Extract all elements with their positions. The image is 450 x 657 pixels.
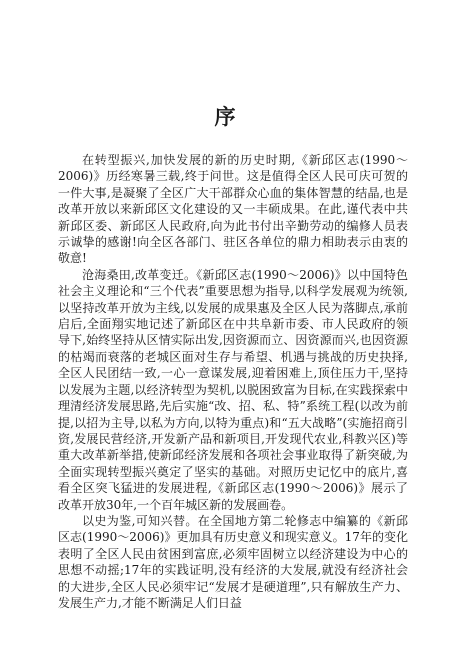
paragraph-1: 在转型振兴,加快发展的新的历史时期,《新邱区志(1990～2006)》历经寒暑三载,终于问世。这是值得全区人民可庆可贺的一件大事,是凝聚了全区广大干部群众心血的集体智慧的结晶,也是改革开放以来新邱区文化建设的又一丰硕成果。在此,谨代表中共新邱区委、新邱区人民政府,向为此书付出辛勤劳动的编修人员表示诚挚的感谢!向全区各部门、驻区各单位的鼎力相助表示由衷的敬意!	[58, 153, 408, 266]
paragraph-2: 沧海桑田,改革变迁。《新邱区志(1990～2006)》以中国特色社会主义理论和“三个代表”重要思想为指导,以科学发展观为统领,以坚持改革开放为主线,以发展的成果惠及全区人民为落脚点,承前启后,全面翔实地记述了新邱区在中共阜新市委、市人民政府的领导下,始终坚持从区情实际出发,因资源而立、因资源而兴,也因资源的枯竭而衰落的老城区面对生存与希望、机遇与挑战的历史抉择,全区人民团结一致,一心一意谋发展,迎着困难上,顶住压力干,坚持以发展为主题,以经济转型为契机,以脱困致富为目标,在实践探索中理清经济发展思路,先后实施“改、招、私、特”系统工程(以改为前提,以招为主导,以私为方向,以特为重点)和“五大战略”(实施招商引资,发展民营经济,开发新产品和新项目,开发现代农业,科教兴区)等重大改革新举措,使新邱经济发展和各项社会事业取得了新突破,为全面实现转型振兴奠定了坚实的基础。对照历史记忆中的底片,喜看全区突飞猛进的发展进程,《新邱区志(1990～2006)》展示了改革开放30年,一个百年城区新的发展画卷。	[58, 267, 408, 512]
page-title: 序	[214, 104, 236, 129]
body-text	[58, 152, 408, 611]
paragraph-3: 以史为鉴,可知兴替。在全国地方第二轮修志中编纂的《新邱区志(1990～2006)》更加具有历史意义和现实意义。17年的变化表明了全区人民由贫困到富庶,必须牢固树立以经济建设为中心的思想不动摇;17年的实践证明,没有经济的大发展,就没有经济社会的大进步,全区人民必须牢记“发展才是硬道理”,只有解放生产力、发展生产力,才能不断满足人们日益	[58, 513, 408, 610]
